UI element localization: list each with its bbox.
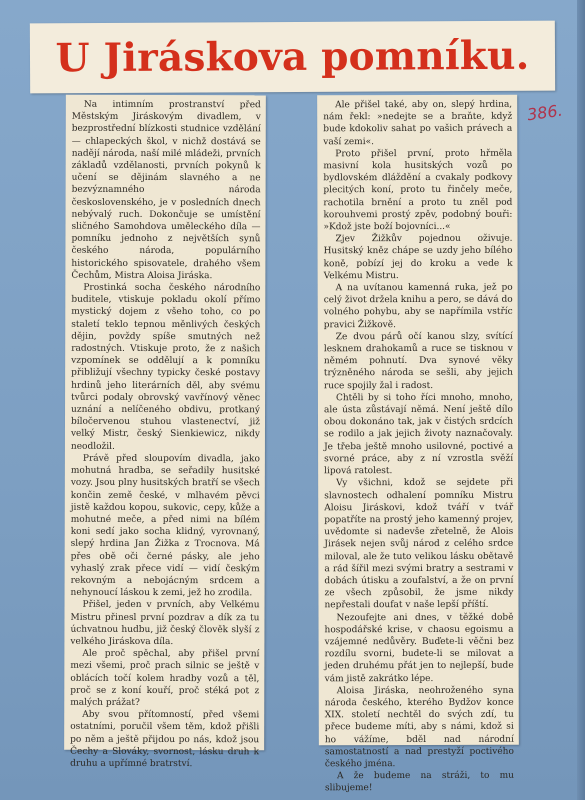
paragraph: Právě před sloupovím divadla, jako mohutná hradba, se seřadily husitské vozy. Jsou plny husitských bratří se všech končin země české, v mlhavém pěvci jistě každou kopou, sukovic, cepy, kůže a mohutné meče, a před nimi na bílém koni sedí jako socha klidný, vyrovnaný, slepý hrdina Jan Žižka z Trocnova. Má přes obě oči černé pásky, ale jeho vyhaslý zrak přece vidí — vidí českým rekovným a nebojácným srdcem a nehynoucí láskou k zemi, jež ho zrodila. xyxy=(70,453,260,599)
left-column-clipping xyxy=(64,95,266,770)
handwritten-page-number: 386. xyxy=(525,100,564,125)
page-edge xyxy=(577,0,585,800)
paragraph: Ale přišel také, aby on, slepý hrdina, nám řekl: »nedejte se a braňte, když bude kdokoliv sahat po vašich právech a vaší zemi«. xyxy=(323,99,513,147)
paragraph: Zjev Žižkův pojednou oživuje. Husitský kněz chápe se uzdy jeho bílého koně, pobízí jej do kroku a vede k Velkému Mistru. xyxy=(323,233,513,282)
paragraph: A na uvítanou kamenná ruka, jež po celý život držela knihu a pero, se dává do volného pohybu, aby se napřímila vstříc pravici Žižkově. xyxy=(323,282,513,330)
paragraph: Na intimním prostranství před Městským Jiráskovým divadlem, v bezprostřední blízkosti studnice vzdělání — chlapeckých škol, v nichž dostává se nadějí národa, naší milé mládeži, prvních základů vzdělanosti, prvních pokynů k učení se dějinám slavného a ne bezvýznamného národa československého, je v posledních dnech nebývalý ruch. Dokončuje se umístění sličného Samohdova uměleckého díla — pomníku jednoho z největších synů českého národa, populárního historického spisovatele, drahého všem Čechům, Mistra Aloisa Jiráska. xyxy=(71,99,261,281)
paragraph: Ze dvou párů očí kanou slzy, svítící lesknem drahokamů a ruce se tisknou v němém pohnutí. Dva synové věky trýzněného národa se sešli, aby jejich ruce spojily žal i radost. xyxy=(323,331,513,391)
right-column-clipping xyxy=(317,95,519,794)
paragraph: Aby svou přítomností, před všemi ostatními, poručil všem těm, kdož přišli po něm a ještě přijdou po nás, kdož jsou Čechy a Slováky, svornost, lásku druh k druhu a upřímné bratrství. xyxy=(70,709,260,770)
headline-clipping xyxy=(30,21,555,94)
paragraph: Prostinká socha českého národního buditele, vtiskuje pokladu okolí přímo mystický dojem z všeho toho, co po staletí teklo tepnou měnlivých českých dějin, povždy spíše smutných než radostných. Vtiskuje proto, že z našich vzpomínek se oddělují a k pomníku přibližují všechny typicky české postavy hrdinů jeho literárních děl, aby svému tvůrci podaly obrovský vavřínový věnec uznání a nelíčeného obdivu, protkaný bíločervenou stuhou vlastenectví, již velký Mistr, český Sienkiewicz, nikdy neodložil. xyxy=(70,282,261,452)
paragraph: Přišel, jeden v prvních, aby Velkému Mistru přinesl první pozdrav a dík za tu úchvatnou hudbu, již český člověk slyší z velkého Jiráskova díla. xyxy=(70,600,260,647)
paragraph: Aloisa Jiráska, neohroženého syna národa českého, kterého Bydžov konce XIX. století nechtěl do svých zdí, tu přece budeme míti, aby s námi, kdož si ho vážíme, bděl nad národní samostatností a nad prestyží poctivého českého jména. xyxy=(324,685,514,770)
article-title: U Jiráskova pomníku. xyxy=(55,32,530,82)
paragraph: Vy všichni, kdož se sejdete při slavnostech odhalení pomníku Mistru Aloisu Jiráskovi, kdož tváří v tvář popatříte na prostý jeho kamenný projev, uvědomte si nadevše zřetelně, že Alois Jirásek nejen svůj národ z celého srdce miloval, ale že tuto velikou lásku obětavě a rád šířil mezi svými bratry a sestrami v dobách útisku a zoufalství, a že on první ze všech způsobil, že jsme nikdy nepřestali doufat v naše lepší příští. xyxy=(324,478,514,611)
paragraph: Chtěli by si toho říci mnoho, mnoho, ale ústa zůstávají němá. Není ještě dílo obou dokonáno tak, jak v čistých srdcích se rodilo a jak jejich životy naznačovaly. Je třeba ještě mnoho usilovné, poctivé a svorné práce, aby z ní vzrostla svěží lipová ratolest. xyxy=(323,392,514,477)
paragraph: Ale proč spěchal, aby přišel první mezi všemi, proč prach silnic se ještě v oblácích točí kolem hradby vozů a těl, proč se z koní kouří, proč stéká pot z malých prážat? xyxy=(70,648,260,708)
paragraph: Proto přišel první, proto hřměla masivní kola husitských vozů po bydlovském dláždění a cvakaly podkovy plecitých koní, proto tu řinčely meče, rachotila brnění a proto tu zněl pod korouhvemi prostý zpěv, podobný bouři: »Kdož jste boží bojovníci...« xyxy=(323,148,513,233)
paragraph: Nezoufejte ani dnes, v těžké době hospodářské krise, v chaosu egoismu a vzájemné nedůvěry. Buďete-li věčni bez rozdílu svorni, budete-li se milovat a jeden druhému přát jen to nejlepší, bude vám jistě zakrátko lépe. xyxy=(324,612,514,684)
paragraph: A že budeme na stráži, to mu slibujeme! xyxy=(324,770,514,794)
